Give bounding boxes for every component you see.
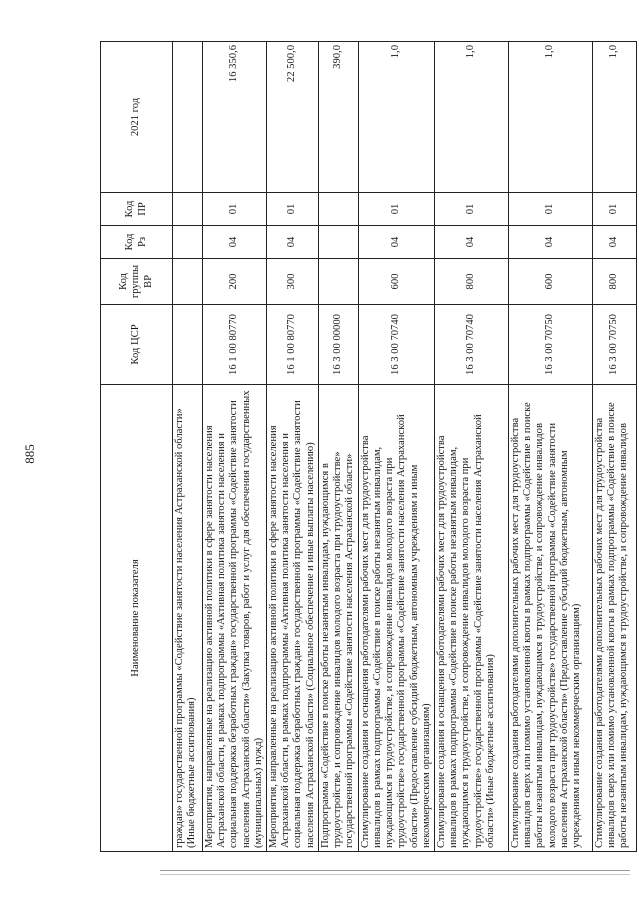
- table-header-row: [101, 42, 173, 852]
- cell-value: 22 500,0: [267, 42, 319, 193]
- table-row: [203, 42, 267, 852]
- header-name: Наименование показателя: [101, 385, 173, 852]
- cell-csr: 16 3 00 70740: [435, 305, 509, 385]
- header-year: 2021 год: [101, 42, 173, 193]
- table-row: [593, 42, 637, 852]
- page-number: 885: [21, 444, 37, 464]
- footer-divider-secondary: [160, 874, 630, 875]
- cell-pr: 01: [435, 193, 509, 226]
- header-pr: Код ПР: [101, 193, 173, 226]
- header-csr: Код ЦСР: [101, 305, 173, 385]
- cell-pr: 01: [267, 193, 319, 226]
- cell-vr: 800: [593, 259, 637, 305]
- cell-csr: 16 3 00 70740: [358, 305, 434, 385]
- cell-pr: [318, 193, 358, 226]
- cell-rz: 04: [358, 226, 434, 259]
- cell-rz: [318, 226, 358, 259]
- cell-value: [173, 42, 203, 193]
- cell-rz: [173, 226, 203, 259]
- cell-name: Подпрограмма «Содействие в поиске работы незанятым инвалидам, нуждающимся в трудоустройстве, и сопровождение инвалидов молодого возраста при трудоустройстве» государственной программы «Содействие занятости населения Астраханской области»: [318, 385, 358, 852]
- cell-value: 16 350,6: [203, 42, 267, 193]
- table-row: [509, 42, 593, 852]
- header-vr: Код группы ВР: [101, 259, 173, 305]
- cell-name: Мероприятия, направленные на реализацию активной политики в сфере занятости населения Астраханской области, в рамках подпрограммы «Активная политика занятости населения и социальная поддержка безработных граждан» государственной программы «Содействие занятости населения Астраханской области» (Социальное обеспечение и иные выплаты населению): [267, 385, 319, 852]
- cell-vr: 300: [267, 259, 319, 305]
- cell-name: граждан» государственной программы «Содействие занятости населения Астраханской области» (Иные бюджетные ассигнования): [173, 385, 203, 852]
- cell-rz: 04: [593, 226, 637, 259]
- cell-pr: 01: [203, 193, 267, 226]
- header-rz: Код Рз: [101, 226, 173, 259]
- cell-value: 1,0: [593, 42, 637, 193]
- cell-name: Стимулирование создания и оснащения работодателями рабочих мест для трудоустройства инвалидов в рамках подпрограммы «Содействие в поиске работы незанятым инвалидам, нуждающимся в трудоустройстве, и сопровождение инвалидов молодого возраста при трудоустройстве» государственной программы «Содействие занятости населения Астраханской области» (Иные бюджетные ассигнования): [435, 385, 509, 852]
- cell-vr: 600: [509, 259, 593, 305]
- table-row: [358, 42, 434, 852]
- cell-name: Стимулирование создания работодателями дополнительных рабочих мест для трудоустройства инвалидов сверх или помимо установленной квоты в рамках подпрограммы «Содействие в поиске работы незанятым инвалидам, нуждающимся в трудоустройстве, и сопровождение инвалидов молодого возраста при трудоустройстве» государственной программы «Содействие занятости населения Астраханской области» (Предоставление субсидий бюджетным, автономным учреждениям и иным некоммерческим организациям): [509, 385, 593, 852]
- cell-value: 1,0: [435, 42, 509, 193]
- cell-csr: 16 1 00 80770: [267, 305, 319, 385]
- cell-pr: 01: [358, 193, 434, 226]
- cell-rz: 04: [267, 226, 319, 259]
- cell-vr: 200: [203, 259, 267, 305]
- cell-pr: 01: [509, 193, 593, 226]
- cell-csr: 16 3 00 70750: [509, 305, 593, 385]
- footer-divider: [160, 870, 630, 871]
- table-row: [435, 42, 509, 852]
- cell-csr: [173, 305, 203, 385]
- rotated-table-container: [100, 42, 630, 852]
- cell-name: Стимулирование создания и оснащения работодателями рабочих мест для трудоустройства инвалидов в рамках подпрограммы «Содействие в поиске работы незанятым инвалидам, нуждающимся в трудоустройстве, и сопровождение инвалидов молодого возраста при трудоустройстве» государственной программы «Содействие занятости населения Астраханской области» (Предоставление субсидий бюджетным, автономным учреждениям и иным некоммерческим организациям): [358, 385, 434, 852]
- cell-pr: [173, 193, 203, 226]
- budget-table: [100, 41, 637, 852]
- cell-csr: 16 1 00 80770: [203, 305, 267, 385]
- cell-vr: 600: [358, 259, 434, 305]
- cell-csr: 16 3 00 00000: [318, 305, 358, 385]
- table-row: [267, 42, 319, 852]
- cell-vr: 800: [435, 259, 509, 305]
- cell-pr: 01: [593, 193, 637, 226]
- cell-name: Мероприятия, направленные на реализацию активной политики в сфере занятости населения Астраханской области, в рамках подпрограммы «Активная политика занятости населения и социальная поддержка безработных граждан» государственной программы «Содействие занятости населения Астраханской области» (Закупка товаров, работ и услуг для обеспечения государственных (муниципальных) нужд): [203, 385, 267, 852]
- cell-vr: [318, 259, 358, 305]
- cell-value: 1,0: [509, 42, 593, 193]
- cell-name: Стимулирование создания работодателями дополнительных рабочих мест для трудоустройства инвалидов сверх или помимо установленной квоты в рамках подпрограммы «Содействие в поиске работы незанятым инвалидам, нуждающимся в трудоустройстве, и сопровождение инвалидов: [593, 385, 637, 852]
- table-row: [173, 42, 203, 852]
- cell-vr: [173, 259, 203, 305]
- cell-value: 1,0: [358, 42, 434, 193]
- cell-value: 390,0: [318, 42, 358, 193]
- cell-rz: 04: [435, 226, 509, 259]
- cell-rz: 04: [509, 226, 593, 259]
- cell-csr: 16 3 00 70750: [593, 305, 637, 385]
- table-row: [318, 42, 358, 852]
- cell-rz: 04: [203, 226, 267, 259]
